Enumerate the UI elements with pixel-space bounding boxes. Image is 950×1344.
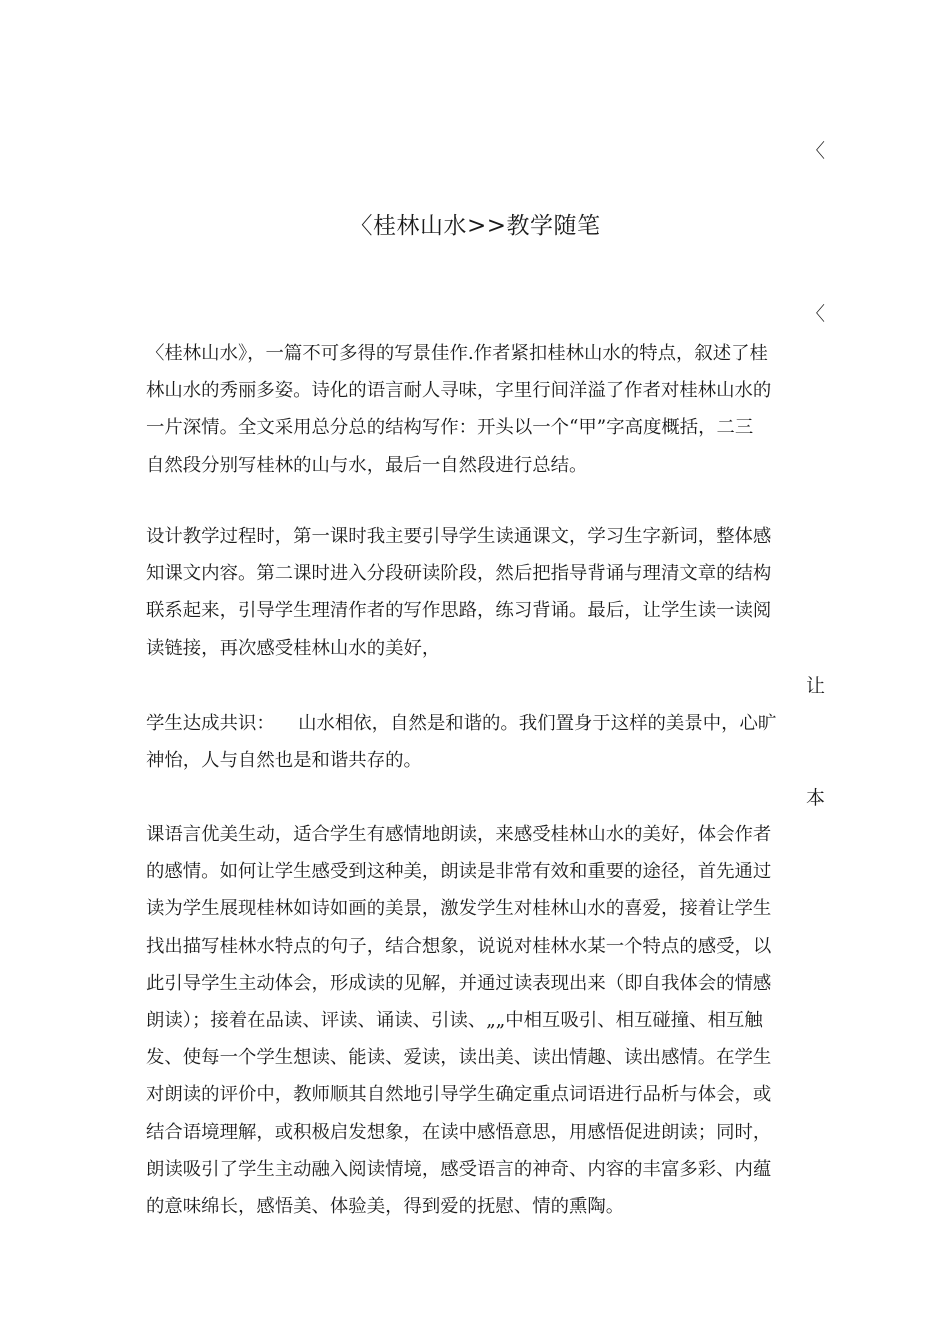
text-line: 神怡，人与自然也是和谐共存的。 — [146, 750, 422, 772]
text-line: 的意味绵长，感悟美、体验美，得到爱的抚慰、情的熏陶。 — [146, 1195, 625, 1217]
text-line: 联系起来，引导学生理清作者的写作思路，练习背诵。最后，让学生读一读阅 — [146, 600, 772, 622]
page-title: 〈桂林山水>>教学随笔 — [349, 213, 601, 239]
text-line: 对朗读的评价中，教师顺其自然地引导学生确定重点词语进行品析与体会，或 — [146, 1084, 772, 1106]
margin-mark-top: 〈 — [806, 140, 826, 162]
text-line: 读为学生展现桂林如诗如画的美景，激发学生对桂林山水的喜爱，接着让学生 — [146, 898, 772, 920]
paragraph-design — [146, 518, 806, 667]
paragraph-consensus — [146, 705, 806, 779]
paragraph-intro — [146, 335, 806, 484]
text-line: 〈桂林山水》，一篇不可多得的写景佳作.作者紧扣桂林山水的特点，叙述了桂 — [146, 343, 768, 364]
margin-mark-ben: 本 — [806, 787, 826, 809]
text-line: 结合语境理解，或积极启发想象，在读中感悟意思，用感悟促进朗读；同时， — [146, 1121, 772, 1143]
text-line: 发、使每一个学生想读、能读、爱读，读出美、读出情趣、读出感情。在学生 — [146, 1047, 772, 1069]
text-line: 朗读）；接着在品读、评读、诵读、引读、„„中相互吸引、相互碰撞、相互触 — [146, 1009, 763, 1031]
text-line: 读链接，再次感受桂林山水的美好， — [146, 637, 441, 659]
text-line: 此引导学生主动体会，形成读的见解，并通过读表现出来（即自我体会的情感 — [146, 972, 772, 994]
text-line: 的感情。如何让学生感受到这种美，朗读是非常有效和重要的途径，首先通过 — [146, 861, 772, 883]
text-line: 一片深情。全文采用总分总的结构写作：开头以一个“甲”字高度概括，二三 — [146, 417, 754, 439]
margin-mark-second: 〈 — [806, 303, 826, 325]
text-line: 学生达成共识： 山水相依，自然是和谐的。我们置身于这样的美景中，心旷 — [146, 713, 777, 734]
text-line: 课语言优美生动，适合学生有感情地朗读，来感受桂林山水的美好，体会作者 — [146, 824, 772, 845]
text-line: 找出描写桂林水特点的句子，结合想象，说说对桂林水某一个特点的感受，以 — [146, 935, 772, 957]
margin-mark-rang: 让 — [806, 675, 826, 697]
text-line: 设计教学过程时，第一课时我主要引导学生读通课文，学习生字新词，整体感 — [146, 526, 772, 547]
text-line: 知课文内容。第二课时进入分段研读阶段，然后把指导背诵与理清文章的结构 — [146, 563, 772, 585]
text-line: 林山水的秀丽多姿。诗化的语言耐人寻味，字里行间洋溢了作者对桂林山水的 — [146, 380, 772, 402]
paragraph-reading — [146, 816, 806, 1225]
text-line: 朗读吸引了学生主动融入阅读情境，感受语言的神奇、内容的丰富多彩、内蕴 — [146, 1158, 772, 1180]
text-line: 自然段分别写桂林的山与水，最后一自然段进行总结。 — [146, 454, 588, 476]
